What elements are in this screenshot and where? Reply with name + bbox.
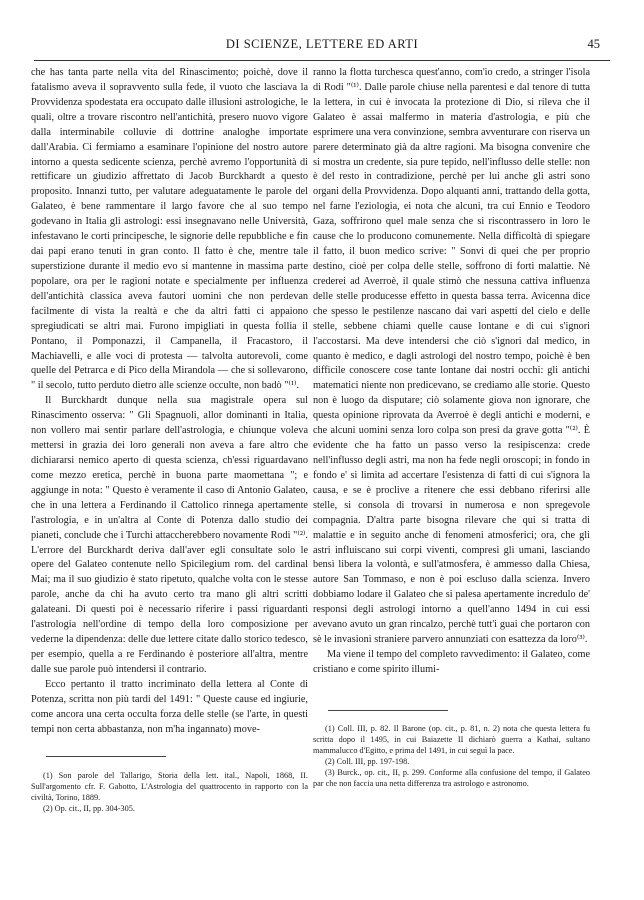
footnotes-left — [31, 770, 308, 814]
right-column — [313, 66, 590, 678]
left-paragraph-3: Ecco pertanto il tratto incriminato della lettera al Conte di Potenza, scritta non più tardi del 1491: " Queste cause ed ingiurie, come ancora una certa occulta forza delle stelle (se l'arte, in questi tempi non certa abbastanza, non m'ha ingannato) move- — [31, 678, 308, 735]
footnote-left-2: (2) Op. cit., II, pp. 304-305. — [43, 804, 135, 814]
footnote-rule-right — [328, 710, 448, 711]
footnotes-right — [313, 723, 590, 790]
left-paragraph-1: che has tanta parte nella vita del Rinascimento; poichè, dove il fatalismo aveva il sopravvento sulla fede, il vuoto che lasciava la Provvidenza spodestata era occupato dalle illusioni astrologiche, le quali, oltre a trovare riscontro nell'antichità, presero nuovo vigore dalla interminabile colluvie di dottrine analoghe importate dall'Arabia. Ci fermiamo a esaminare l'opinione del nostro autore intorno a questa sedicente scienza, perchè avremo l'opportunità di rettificare un giudizio affrettato di Jacob Burckhardt a questo proposito. Innanzi tutto, per valutare adeguatamente le parole del Galateo, è bene rammentare il largo favore che al suo tempo godevano in Italia gli astrologi: essi insegnavano nelle Università, infestavano le corti principesche, le signorie delle repubbliche e fin dai papi erano tenuti in gran conto. Il fatto è che, mentre tale superstizione durante il medio evo si mantenne in massima parte popolare, ora per le ragioni notate e specialmente per influenza dell'antichità classica aveva fautori uomini che non perdevan facilmente di vista la realtà e che da altri fatti ci appaiono spregiudicati se altri mai. Furono impigliati in questa follia il Pontano, il Pomponazzi, il Campanella, il Fracastoro, il Machiavelli, e alle voci di protesta — talvolta autorevoli, come quelle del Petrarca e di Pico della Mirandola — che si sollevarono, " il secolo, tutto perduto dietro alle scienze occulte, non badò "⁽¹⁾. — [31, 67, 308, 392]
header-rule — [34, 60, 610, 61]
running-title: DI SCIENZE, LETTERE ED ARTI — [225, 37, 419, 51]
footnote-right-1: (1) Coll. III, p. 82. Il Barone (op. cit., p. 81, n. 2) nota che questa lettera fu scritta dopo il 1495, in cui Baiazette II dichiarò guerra a Kathai, sultano mammalucco d'Egitto, e prima del 1491, in cui seguì la pace. — [313, 724, 590, 756]
footnote-right-3: (3) Burck., op. cit., II, p. 299. Conforme alla confusione del tempo, il Galateo par che non faccia una netta differenza tra astrologo e astronomo. — [313, 768, 590, 789]
footnote-left-1: (1) Son parole del Tallarigo, Storia della lett. ital., Napoli, 1868, II. Sull'argomento cfr. F. Gabotto, L'Astrologia del quattrocento in rapporto con la civiltà, Torino, 1889. — [31, 771, 308, 803]
footnote-right-2: (2) Coll. III, pp. 197-198. — [325, 757, 410, 767]
page-number: 45 — [587, 37, 600, 51]
left-paragraph-2: Il Burckhardt dunque nella sua magistrale opera sul Rinascimento osserva: " Gli Spagnuoli, allor dominanti in Italia, non vollero mai sentir parlare dell'astrologia, e chiunque voleva mettersi in grazia dei loro generali non aveva a fare altro che dichiararsi nemico aperto di questa scienza, ch'essi riguardavano come mezzo eretica, perchè in buona parte maomettana "; e aggiunge in nota: " Questo è veramente il caso di Antonio Galateo, che in una lettera a Ferdinando il Cattolico rinnega apertamente l'astrologia, e in un'altra al Conte di Potenza dallo studio dei pianeti, conclude che i Turchi attaccherebbero novamente Rodi "⁽²⁾. L'errore del Burckhardt deriva dall'aver egli consultate solo le opere del Galateo contenute nello Spicilegium rom. del cardinal Mai; ma il suo giudizio è stato ripetuto, qualche volta con le stesse parole, anche da chi ha avuto certo tra mano gli altri scritti galateani. Di questi poi è necessario riferire i passi riguardanti l'astrologia nell'ordine di tempo della loro composizione per vederne la dipendenza: delle due lettere citate dallo storico tedesco, per esempio, quella a re Ferdinando è posteriore all'altra, mentre dalle sue parole può intendersi il contrario. — [31, 395, 308, 675]
right-paragraph-2: Ma viene il tempo del completo ravvedimento: il Galateo, come cristiano e come spirito illumi- — [313, 648, 590, 675]
right-paragraph-1: ranno la flotta turchesca quest'anno, com'io credo, a stringer l'isola di Rodi "⁽¹⁾. Dalle parole chiuse nella parentesi e dal tenore di tutta la lettera, in cui è invocata la protezione di Dio, si rileva che il Galateo è assai malfermo in materia d'astrologia, e più che esprimere una vera convinzione, sembra avventurare con riserva un parere determinato già da altre ragioni. Ma bisogna convenire che si mostra un credente, sia pure tepido, nell'influsso delle stelle: non è del resto in contradizione, perchè per lui anche gli astri sono organi della Provvidenza. Dopo alquanti anni, trattando della gotta, nel farne l'eziologia, ei nota che alcuni, tra cui Ennio e Teodoro Gaza, soffrirono quel male senza che si riscontrassero in loro le cause che lo producono comunemente. Nella difficoltà di spiegare il fatto, il buon medico scrive: " Sonvi di quei che per proprio destino, cioè per colpa delle stelle, soffrono di forti malattie. Nè crederei ad Averroè, il quale stimò che nessuna cattiva influenza delle stelle producesse effetto in questa bassa terra. Avicenna dice che spesso le pestilenze nascano dai vari aspetti del cielo e delle stelle, sebbene chiami quelle cause lontane e di cui s'ignori l'accostarsi. Ma deve intendersi che ciò s'ignori dal medico, in quanto è medico, e dagli astrologi del nostro tempo, poichè è ben difficile conoscere cose tante lontane dai nostri occhi: gli antichi matematici niente non predicevano, se crediamo alle storie. Questo non è luogo da disputare; ciò solamente giova non ignorare, che questa opinione riprovata da Averroè è degli antichi e moderni, e che alcuni uomini senza loro colpa son presi da grave gotta "⁽²⁾. È evidente che ha fatto un passo verso la resipiscenza: crede nell'influsso degli astri, ma non ha fede negli oroscopi; in fondo in fondo e' si limita ad accertare l'esistenza di fatti di cui s'ignora la causa, e se è proclive a ritenere che essi debbano riferirsi alle stelle, si consola di trovarsi in numerosa e non spregevole compagnia. D'altra parte bisogna rilevare che qui si tratta di malattie e in seguito anche di fenomeni atmosferici; ora, che gli astri influiscano sui corpi viventi, compresi gli umani, lasciando bensì libera la volontà, e sull'atmosfera, è ammesso dalla Chiesa, autore San Tommaso, e non è poi escluso dalla scienza. Invero dobbiamo lodare il Galateo che si palesa apertamente incredulo de' responsi degli astrologi intorno a quell'anno 1494 in cui essi avevano avuto un gran rincalzo, perchè tutt'i guai che portaron con sè le invasioni straniere parvero annunziati con esattezza da loro⁽³⁾. — [313, 67, 590, 646]
left-column — [31, 66, 308, 737]
footnote-rule-left — [46, 756, 166, 757]
running-header — [34, 37, 610, 55]
